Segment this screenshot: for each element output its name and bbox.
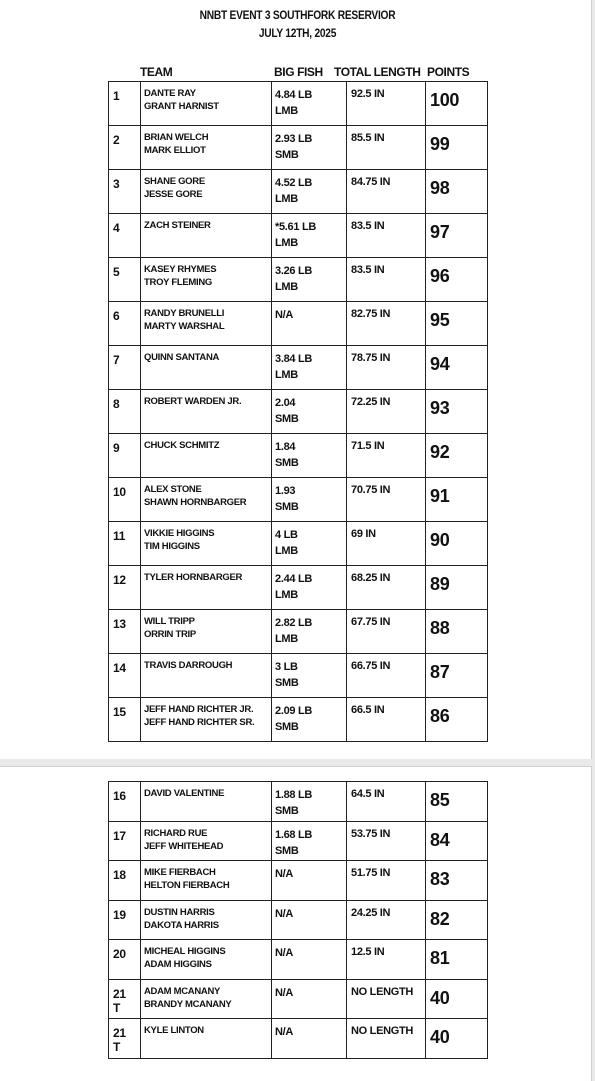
points-column-header: POINTS [427, 65, 470, 79]
table-row [109, 861, 488, 901]
points-cell [426, 390, 488, 434]
team-cell-text: JEFF HAND RICHTER JR. JEFF HAND RICHTER SR. [144, 704, 255, 728]
rank-cell-text: 9 [113, 441, 120, 455]
total-length-cell-text: 51.75 IN [351, 867, 391, 879]
total-length-cell [347, 346, 426, 390]
total-length-cell-text: 53.75 IN [351, 827, 391, 840]
big-fish-cell-text: 4.52 LB LMB [275, 177, 313, 205]
table-row [109, 1019, 488, 1059]
big-fish-cell-text: *5.61 LB LMB [275, 221, 317, 249]
points-cell [426, 214, 488, 258]
team-cell-text: DUSTIN HARRIS DAKOTA HARRIS [144, 906, 219, 931]
table-row [109, 126, 488, 170]
total-length-cell [347, 126, 426, 170]
team-cell [141, 698, 272, 742]
big-fish-cell-text: 1.93 SMB [275, 485, 299, 513]
table-row [109, 940, 488, 980]
big-fish-cell-text: 4.84 LB LMB [275, 89, 313, 117]
total-length-cell [347, 1019, 426, 1059]
points-cell [426, 434, 488, 478]
big-fish-cell [272, 610, 347, 654]
total-length-cell [347, 170, 426, 214]
big-fish-cell-text: 1.68 LB SMB [275, 828, 313, 857]
points-cell-text: 82 [430, 908, 450, 929]
team-cell [141, 654, 272, 698]
team-cell [141, 302, 272, 346]
team-cell-text: KYLE LINTON [144, 1025, 204, 1036]
table-row [109, 900, 488, 940]
total-length-cell-text: 66.5 IN [351, 704, 385, 716]
event-title: NNBT EVENT 3 SOUTHFORK RESERVIOR [199, 8, 396, 22]
table-row [109, 654, 488, 698]
event-date: JULY 12TH, 2025 [258, 26, 337, 40]
points-cell-text: 94 [430, 354, 450, 374]
points-cell-text: 97 [430, 222, 450, 242]
points-cell [426, 258, 488, 302]
rank-cell-text: 3 [113, 177, 120, 191]
points-cell-text: 99 [430, 134, 450, 154]
points-cell [426, 82, 488, 126]
points-cell-text: 100 [430, 90, 460, 110]
points-cell [426, 821, 488, 861]
rank-cell-text: 2 [113, 133, 120, 147]
total-length-cell-text: 83.5 IN [351, 264, 385, 276]
points-cell [426, 900, 488, 940]
table-row [109, 346, 488, 390]
team-cell [141, 1019, 272, 1059]
big-fish-cell [272, 1019, 347, 1059]
table-row [109, 302, 488, 346]
big-fish-cell [272, 82, 347, 126]
team-cell-text: ROBERT WARDEN JR. [144, 396, 242, 407]
team-cell-text: VIKKIE HIGGINS TIM HIGGINS [144, 528, 215, 552]
total-length-cell [347, 390, 426, 434]
points-cell [426, 302, 488, 346]
points-cell [426, 940, 488, 980]
team-cell-text: TYLER HORNBARGER [144, 572, 243, 583]
rank-cell [109, 82, 141, 126]
total-length-cell-text: 69 IN [351, 528, 376, 540]
table-row [109, 170, 488, 214]
points-cell-text: 93 [430, 398, 450, 418]
team-cell [141, 346, 272, 390]
rank-cell-text: 20 [113, 947, 126, 961]
big-fish-cell [272, 522, 347, 566]
points-cell-text: 87 [430, 662, 450, 682]
table-row [109, 434, 488, 478]
big-fish-cell [272, 979, 347, 1019]
big-fish-cell-text: N/A [275, 868, 294, 880]
rank-cell-text: 5 [113, 265, 120, 279]
team-cell-text: SHANE GORE JESSE GORE [144, 176, 205, 200]
rank-cell [109, 900, 141, 940]
points-cell-text: 90 [430, 530, 450, 550]
big-fish-cell-text: 2.82 LB LMB [275, 617, 313, 645]
rank-cell [109, 126, 141, 170]
rank-cell-text: 14 [113, 661, 126, 675]
big-fish-cell [272, 346, 347, 390]
table-row [109, 782, 488, 822]
total-length-cell [347, 782, 426, 822]
rank-cell-text: 18 [113, 868, 126, 882]
team-cell-text: ADAM MCANANY BRANDY MCANANY [144, 985, 232, 1010]
team-cell [141, 900, 272, 940]
rank-cell [109, 478, 141, 522]
table-row [109, 610, 488, 654]
team-cell-text: CHUCK SCHMITZ [144, 440, 220, 451]
total-length-cell-text: 85.5 IN [351, 132, 385, 144]
rank-cell-text: 7 [113, 353, 120, 367]
big-fish-cell-text: 3.26 LB LMB [275, 265, 313, 293]
team-cell-text: MIKE FIERBACH HELTON FIERBACH [144, 867, 230, 891]
rank-cell [109, 214, 141, 258]
big-fish-cell [272, 214, 347, 258]
big-fish-cell-text: 1.84 SMB [275, 441, 299, 469]
team-cell-text: KASEY RHYMES TROY FLEMING [144, 264, 217, 288]
table-row [109, 698, 488, 742]
big-fish-cell [272, 390, 347, 434]
big-fish-cell-text: 2.44 LB LMB [275, 573, 313, 601]
team-cell-text: TRAVIS DARROUGH [144, 660, 233, 671]
total-length-cell-text: 12.5 IN [351, 946, 385, 958]
team-cell-text: QUINN SANTANA [144, 352, 220, 363]
team-cell-text: DANTE RAY GRANT HARNIST [144, 88, 219, 112]
big-fish-cell-text: N/A [275, 309, 294, 321]
big-fish-column-header: BIG FISH [274, 65, 323, 79]
team-cell-text: ALEX STONE SHAWN HORNBARGER [144, 484, 247, 508]
big-fish-cell [272, 861, 347, 901]
team-cell-text: MICHEAL HIGGINS ADAM HIGGINS [144, 946, 226, 970]
big-fish-cell [272, 900, 347, 940]
rank-cell [109, 610, 141, 654]
rank-cell [109, 434, 141, 478]
table-row [109, 214, 488, 258]
rank-cell-text: 4 [113, 221, 120, 235]
rank-cell-text: 16 [113, 789, 126, 803]
rank-cell [109, 654, 141, 698]
team-cell [141, 82, 272, 126]
points-cell-text: 81 [430, 948, 450, 968]
total-length-cell [347, 434, 426, 478]
table-row [109, 478, 488, 522]
big-fish-cell [272, 654, 347, 698]
points-cell-text: 91 [430, 486, 450, 506]
points-cell-text: 86 [430, 706, 450, 726]
table-row [109, 979, 488, 1019]
team-cell-text: RICHARD RUE JEFF WHITEHEAD [144, 827, 224, 852]
points-cell-text: 84 [430, 829, 450, 850]
big-fish-cell-text: N/A [275, 1026, 294, 1038]
total-length-cell [347, 821, 426, 861]
table-row [109, 390, 488, 434]
rank-cell [109, 566, 141, 610]
points-cell [426, 1019, 488, 1059]
big-fish-cell [272, 258, 347, 302]
total-length-cell-text: 24.25 IN [351, 906, 391, 919]
total-length-column-header: TOTAL LENGTH [334, 65, 421, 79]
big-fish-cell [272, 302, 347, 346]
total-length-cell-text: 70.75 IN [351, 484, 391, 496]
rank-cell [109, 979, 141, 1019]
rank-cell-text: 21 T [113, 986, 126, 1015]
table-row [109, 82, 488, 126]
team-cell [141, 940, 272, 980]
points-cell-text: 92 [430, 442, 450, 462]
points-cell-text: 96 [430, 266, 450, 286]
big-fish-cell-text: N/A [275, 907, 294, 920]
team-cell [141, 170, 272, 214]
total-length-cell [347, 478, 426, 522]
rank-cell [109, 170, 141, 214]
rank-cell-text: 1 [113, 89, 120, 103]
rank-cell [109, 522, 141, 566]
team-cell [141, 782, 272, 822]
rank-cell [109, 940, 141, 980]
table-row [109, 258, 488, 302]
total-length-cell-text: 72.25 IN [351, 396, 391, 408]
total-length-cell-text: 71.5 IN [351, 440, 385, 452]
table-row [109, 522, 488, 566]
total-length-cell [347, 610, 426, 654]
points-cell [426, 346, 488, 390]
total-length-cell [347, 522, 426, 566]
big-fish-cell-text: 2.09 LB SMB [275, 705, 313, 733]
team-cell-text: WILL TRIPP ORRIN TRIP [144, 616, 196, 640]
total-length-cell [347, 566, 426, 610]
team-cell [141, 126, 272, 170]
results-table-page-1 [108, 81, 488, 742]
big-fish-cell [272, 434, 347, 478]
total-length-cell-text: NO LENGTH [351, 985, 414, 998]
total-length-cell [347, 302, 426, 346]
rank-cell-text: 11 [113, 529, 126, 543]
rank-cell-text: 19 [113, 907, 126, 922]
rank-cell-text: 13 [113, 617, 126, 631]
rank-cell-text: 10 [113, 485, 126, 499]
table-row [109, 821, 488, 861]
points-cell [426, 126, 488, 170]
total-length-cell-text: 64.5 IN [351, 788, 385, 800]
big-fish-cell-text: 3 LB SMB [275, 661, 299, 689]
points-cell-text: 89 [430, 574, 450, 594]
big-fish-cell-text: 3.84 LB LMB [275, 353, 313, 381]
rank-cell-text: 12 [113, 573, 126, 587]
total-length-cell-text: 84.75 IN [351, 176, 391, 188]
total-length-cell [347, 940, 426, 980]
big-fish-cell [272, 782, 347, 822]
total-length-cell-text: 83.5 IN [351, 220, 385, 232]
points-cell [426, 698, 488, 742]
points-cell [426, 478, 488, 522]
big-fish-cell [272, 566, 347, 610]
team-cell [141, 522, 272, 566]
rank-cell [109, 861, 141, 901]
points-cell [426, 566, 488, 610]
total-length-cell [347, 698, 426, 742]
team-cell-text: BRIAN WELCH MARK ELLIOT [144, 132, 209, 156]
points-cell-text: 83 [430, 869, 450, 889]
big-fish-cell-text: 1.88 LB SMB [275, 789, 313, 817]
points-cell [426, 979, 488, 1019]
points-cell [426, 610, 488, 654]
team-cell [141, 861, 272, 901]
rank-cell-text: 17 [113, 828, 126, 843]
team-cell [141, 434, 272, 478]
total-length-cell-text: 66.75 IN [351, 660, 391, 672]
points-cell-text: 88 [430, 618, 450, 638]
team-cell [141, 478, 272, 522]
points-cell [426, 522, 488, 566]
points-cell-text: 40 [430, 1027, 450, 1047]
team-cell [141, 821, 272, 861]
big-fish-cell [272, 940, 347, 980]
team-cell-text: DAVID VALENTINE [144, 788, 225, 799]
big-fish-cell [272, 698, 347, 742]
points-cell [426, 782, 488, 822]
total-length-cell [347, 654, 426, 698]
total-length-cell-text: 92.5 IN [351, 88, 385, 100]
results-page-2 [0, 766, 592, 1081]
rank-cell [109, 258, 141, 302]
total-length-cell-text: 78.75 IN [351, 352, 391, 364]
big-fish-cell-text: N/A [275, 986, 294, 999]
team-cell [141, 214, 272, 258]
points-cell [426, 654, 488, 698]
big-fish-cell [272, 126, 347, 170]
big-fish-cell [272, 478, 347, 522]
total-length-cell-text: 82.75 IN [351, 308, 391, 320]
rank-cell [109, 346, 141, 390]
big-fish-cell-text: 2.93 LB SMB [275, 133, 313, 161]
team-cell [141, 610, 272, 654]
team-cell-text: ZACH STEINER [144, 220, 211, 231]
team-cell [141, 566, 272, 610]
rank-cell [109, 390, 141, 434]
points-cell [426, 861, 488, 901]
total-length-cell-text: NO LENGTH [351, 1025, 414, 1037]
rank-cell-text: 8 [113, 397, 120, 411]
team-cell-text: RANDY BRUNELLI MARTY WARSHAL [144, 308, 225, 332]
rank-cell-text: 6 [113, 309, 120, 323]
rank-cell [109, 821, 141, 861]
team-cell [141, 390, 272, 434]
points-cell-text: 95 [430, 310, 450, 330]
big-fish-cell [272, 821, 347, 861]
big-fish-cell-text: 4 LB LMB [275, 529, 298, 557]
big-fish-cell [272, 170, 347, 214]
rank-cell-text: 21 T [113, 1026, 126, 1054]
rank-cell [109, 1019, 141, 1059]
team-column-header: TEAM [140, 65, 173, 79]
results-table-page-2 [108, 781, 488, 1059]
total-length-cell [347, 900, 426, 940]
rank-cell [109, 782, 141, 822]
total-length-cell [347, 82, 426, 126]
total-length-cell-text: 68.25 IN [351, 572, 391, 584]
team-cell [141, 979, 272, 1019]
total-length-cell [347, 258, 426, 302]
rank-cell [109, 302, 141, 346]
points-cell-text: 98 [430, 178, 450, 198]
points-cell-text: 85 [430, 790, 450, 810]
points-cell [426, 170, 488, 214]
total-length-cell [347, 979, 426, 1019]
points-cell-text: 40 [430, 987, 450, 1008]
total-length-cell [347, 861, 426, 901]
total-length-cell [347, 214, 426, 258]
big-fish-cell-text: N/A [275, 947, 294, 959]
rank-cell [109, 698, 141, 742]
rank-cell-text: 15 [113, 705, 126, 719]
team-cell [141, 258, 272, 302]
big-fish-cell-text: 2.04 SMB [275, 397, 299, 425]
total-length-cell-text: 67.75 IN [351, 616, 391, 628]
table-row [109, 566, 488, 610]
